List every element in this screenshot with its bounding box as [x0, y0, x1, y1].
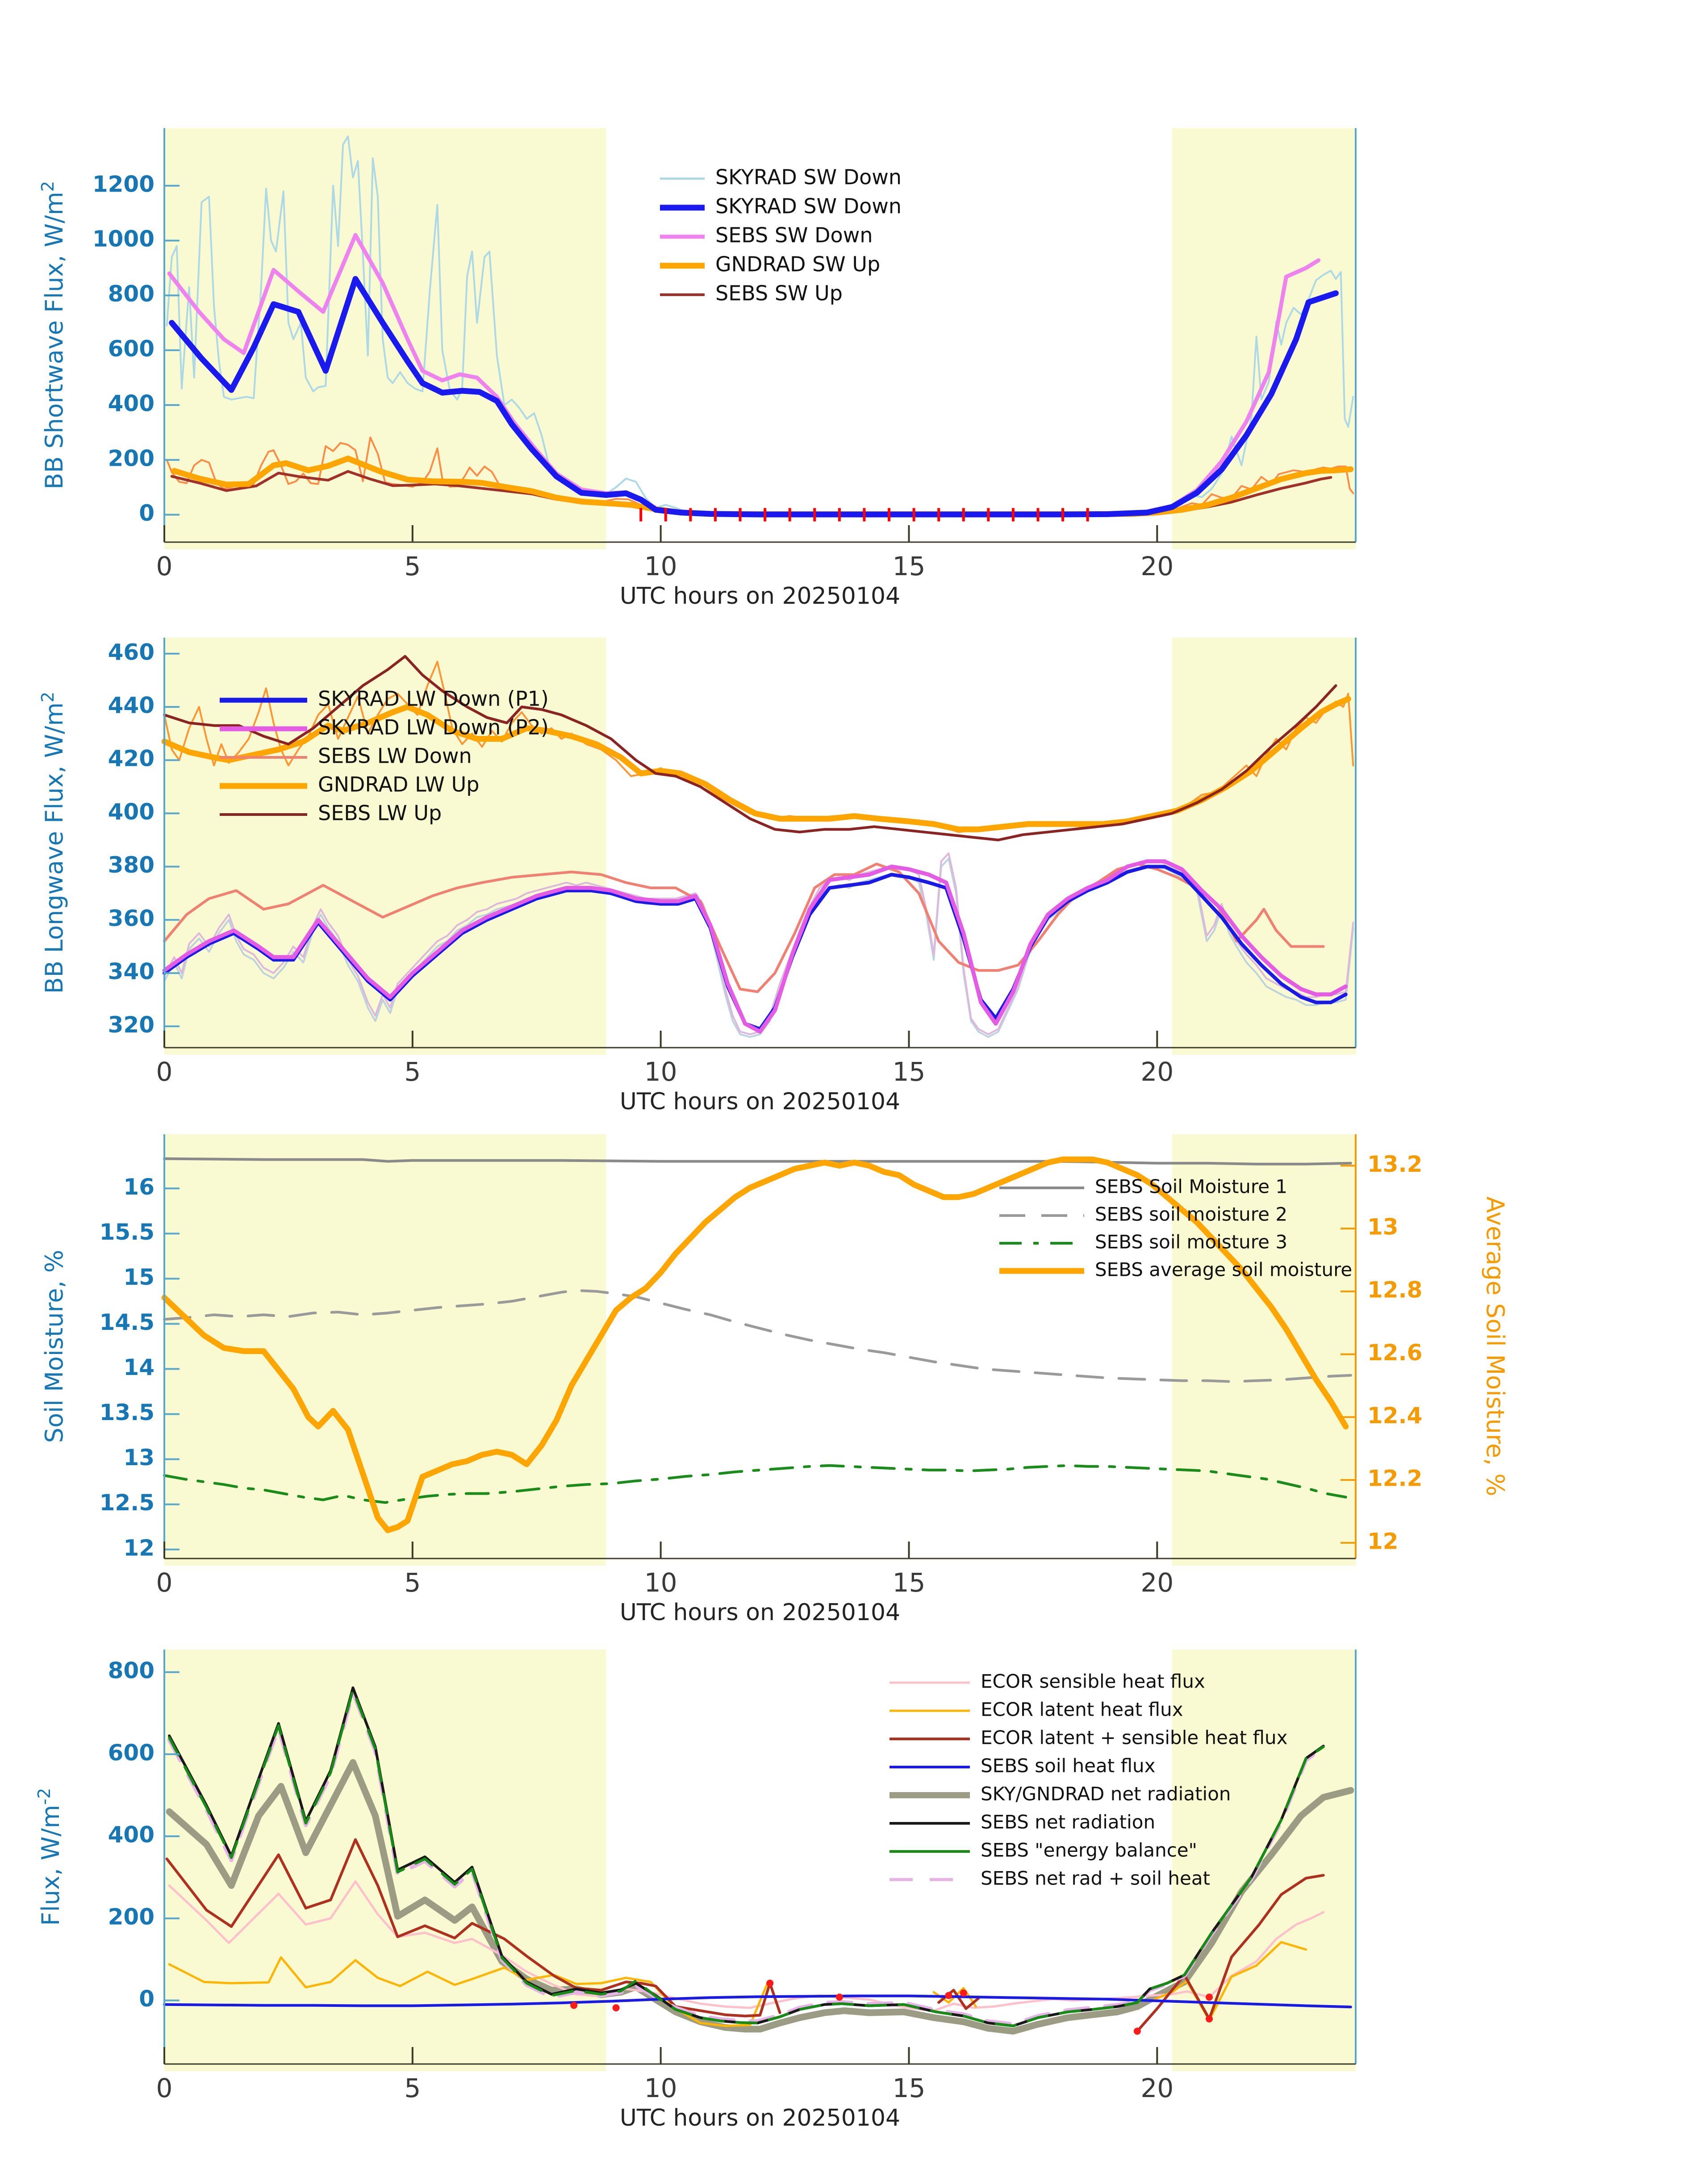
legend-label: SEBS "energy balance"	[981, 1839, 1197, 1861]
y-tick-label: 440	[108, 692, 155, 719]
x-axis-label: UTC hours on 20250104	[619, 1599, 901, 1626]
gap-dot-marker	[613, 2004, 620, 2011]
right-y-tick-label: 12	[1367, 1528, 1399, 1554]
y-tick-label: 12	[123, 1535, 155, 1561]
y-tick-label: 380	[108, 852, 155, 878]
y-tick-label: 800	[108, 1658, 155, 1684]
y-tick-label: 14.5	[99, 1309, 155, 1335]
y-axis-label: BB Shortwave Flux, $W/m^2$	[38, 181, 68, 489]
legend-label: SEBS Soil Moisture 1	[1095, 1175, 1288, 1198]
right-y-tick-label: 12.4	[1367, 1402, 1423, 1429]
y-tick-label: 1200	[92, 171, 155, 197]
gap-dot-marker	[1206, 1993, 1213, 2001]
x-tick-label: 0	[156, 551, 173, 581]
x-axis-label: UTC hours on 20250104	[619, 2105, 901, 2131]
daylight-band	[1172, 1134, 1356, 1566]
y-tick-label: 360	[108, 905, 155, 932]
right-y-axis-label: Average Soil Moisture, %	[1481, 1196, 1509, 1496]
legend-label: SKYRAD LW Down (P2)	[318, 715, 549, 740]
legend-label: SKY/GNDRAD net radiation	[981, 1783, 1231, 1805]
y-tick-label: 400	[108, 390, 155, 417]
x-tick-label: 10	[644, 1057, 677, 1087]
legend-label: SEBS average soil moisture	[1095, 1258, 1353, 1281]
gap-dot-marker	[960, 1989, 967, 1997]
y-tick-label: 15.5	[99, 1219, 155, 1245]
y-tick-label: 13	[123, 1445, 155, 1471]
x-tick-label: 15	[892, 1057, 926, 1087]
y-tick-label: 420	[108, 745, 155, 772]
y-tick-label: 320	[108, 1011, 155, 1038]
legend-label: SEBS LW Down	[318, 744, 472, 768]
legend-label: SEBS net radiation	[981, 1811, 1156, 1833]
y-axis-label: Flux, $W/m^{-2}$	[34, 1788, 65, 1926]
x-axis-label: UTC hours on 20250104	[619, 583, 901, 610]
x-tick-label: 20	[1140, 551, 1174, 581]
soil-moisture-chart	[40, 1134, 1509, 1626]
x-tick-label: 15	[892, 1567, 926, 1598]
y-tick-label: 600	[108, 335, 155, 362]
x-tick-label: 10	[644, 2073, 677, 2103]
legend-label: GNDRAD LW Up	[318, 772, 480, 797]
legend-label: ECOR latent heat flux	[981, 1698, 1183, 1721]
x-tick-label: 20	[1140, 1057, 1174, 1087]
legend-label: SEBS soil moisture 3	[1095, 1231, 1288, 1253]
y-tick-label: 0	[139, 1986, 155, 2012]
y-axis-label: Soil Moisture, %	[40, 1249, 68, 1443]
right-y-tick-label: 12.2	[1367, 1465, 1423, 1492]
x-tick-label: 5	[404, 1057, 421, 1087]
gap-dot-marker	[766, 1980, 773, 1987]
legend-label: SKYRAD LW Down (P1)	[318, 686, 549, 711]
y-tick-label: 600	[108, 1739, 155, 1766]
gap-dot-marker	[945, 1992, 952, 1999]
legend-label: SKYRAD SW Down	[715, 194, 902, 218]
x-tick-label: 10	[644, 1567, 677, 1598]
y-tick-label: 340	[108, 958, 155, 985]
y-tick-label: 0	[139, 500, 155, 526]
y-tick-label: 400	[108, 1822, 155, 1848]
legend-label: SEBS SW Up	[715, 281, 843, 305]
x-tick-label: 15	[892, 551, 926, 581]
bb-longwave-flux-chart	[38, 638, 1356, 1115]
x-tick-label: 5	[404, 1567, 421, 1598]
bb-shortwave-flux-chart	[38, 128, 1356, 610]
right-y-tick-label: 13.2	[1367, 1151, 1423, 1177]
y-tick-label: 16	[123, 1174, 155, 1200]
x-tick-label: 15	[892, 2073, 926, 2103]
y-tick-label: 13.5	[99, 1400, 155, 1426]
y-tick-label: 800	[108, 280, 155, 307]
y-tick-label: 14	[123, 1354, 155, 1381]
legend-label: GNDRAD SW Up	[715, 252, 881, 276]
y-tick-label: 400	[108, 798, 155, 825]
x-tick-label: 20	[1140, 2073, 1174, 2103]
right-y-tick-label: 12.8	[1367, 1277, 1423, 1303]
daylight-band	[1172, 638, 1356, 1055]
gap-dot-marker	[836, 1993, 843, 2001]
legend-label: SEBS net rad + soil heat	[981, 1867, 1211, 1889]
x-tick-label: 20	[1140, 1567, 1174, 1598]
legend-label: SEBS SW Down	[715, 223, 873, 247]
y-tick-label: 15	[123, 1264, 155, 1290]
y-tick-label: 200	[108, 1904, 155, 1930]
x-tick-label: 0	[156, 1567, 173, 1598]
gap-dot-marker	[570, 2002, 577, 2009]
y-tick-label: 12.5	[99, 1490, 155, 1516]
x-axis-label: UTC hours on 20250104	[619, 1088, 901, 1115]
x-tick-label: 10	[644, 551, 677, 581]
x-tick-label: 0	[156, 2073, 173, 2103]
legend-label: SEBS soil moisture 2	[1095, 1203, 1288, 1225]
x-tick-label: 5	[404, 551, 421, 581]
y-axis-label: BB Longwave Flux, $W/m^2$	[38, 691, 68, 994]
right-y-tick-label: 12.6	[1367, 1340, 1423, 1366]
legend-label: ECOR latent + sensible heat flux	[981, 1726, 1288, 1749]
y-tick-label: 460	[108, 639, 155, 665]
right-y-tick-label: 13	[1367, 1214, 1399, 1240]
gap-dot-marker	[1134, 2027, 1141, 2035]
y-tick-label: 1000	[92, 226, 155, 252]
x-tick-label: 5	[404, 2073, 421, 2103]
surface-energy-flux-chart	[34, 1650, 1356, 2131]
legend-label: SEBS LW Up	[318, 801, 442, 825]
legend-label: SKYRAD SW Down	[715, 165, 902, 189]
y-tick-label: 200	[108, 445, 155, 472]
gap-dot-marker	[1206, 2015, 1213, 2022]
legend-label: ECOR sensible heat flux	[981, 1670, 1205, 1692]
x-tick-label: 0	[156, 1057, 173, 1087]
legend-label: SEBS soil heat flux	[981, 1755, 1156, 1777]
